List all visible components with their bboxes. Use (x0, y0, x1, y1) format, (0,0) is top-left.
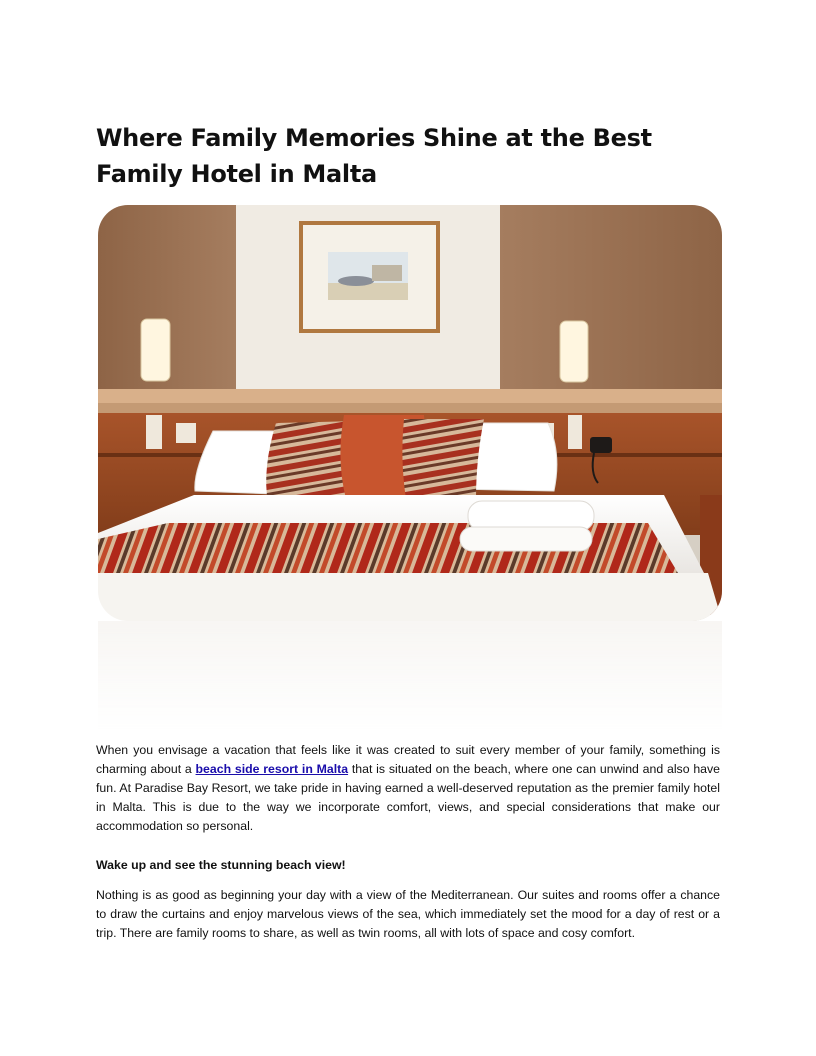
hotel-bedroom-photo-icon (98, 205, 722, 621)
intro-paragraph (96, 741, 720, 836)
page-title: Where Family Memories Shine at the Best Family Hotel in Malta (96, 124, 652, 188)
section-heading: Wake up and see the stunning beach view! (96, 858, 346, 872)
photo-reflection (98, 621, 722, 731)
hotel-room-photo (98, 205, 722, 621)
beach-resort-link[interactable]: beach side resort in Malta (195, 762, 349, 776)
section-paragraph: Nothing is as good as beginning your day with a view of the Mediterranean. Our suites and rooms offer a chance to draw the curtains and enjoy marvelous views of the sea, which immediately set the mood for a day of rest or a trip. There are family rooms to share, as well as twin rooms, all with lots of space and cosy comfort. (96, 888, 720, 940)
intro-text-after: that is situated on the beach, where one can unwind and also have fun. At Paradise Bay Resort, we take pride in having earned a well-deserved reputation as the premier family hotel in Malta. This is due to the way we incorporate comfort, views, and special considerations that make our accommodation so personal. (96, 762, 720, 833)
intro-text-before: When you envisage a vacation that feels like it was created to suit every member of your family, something is charming about a (96, 743, 720, 776)
